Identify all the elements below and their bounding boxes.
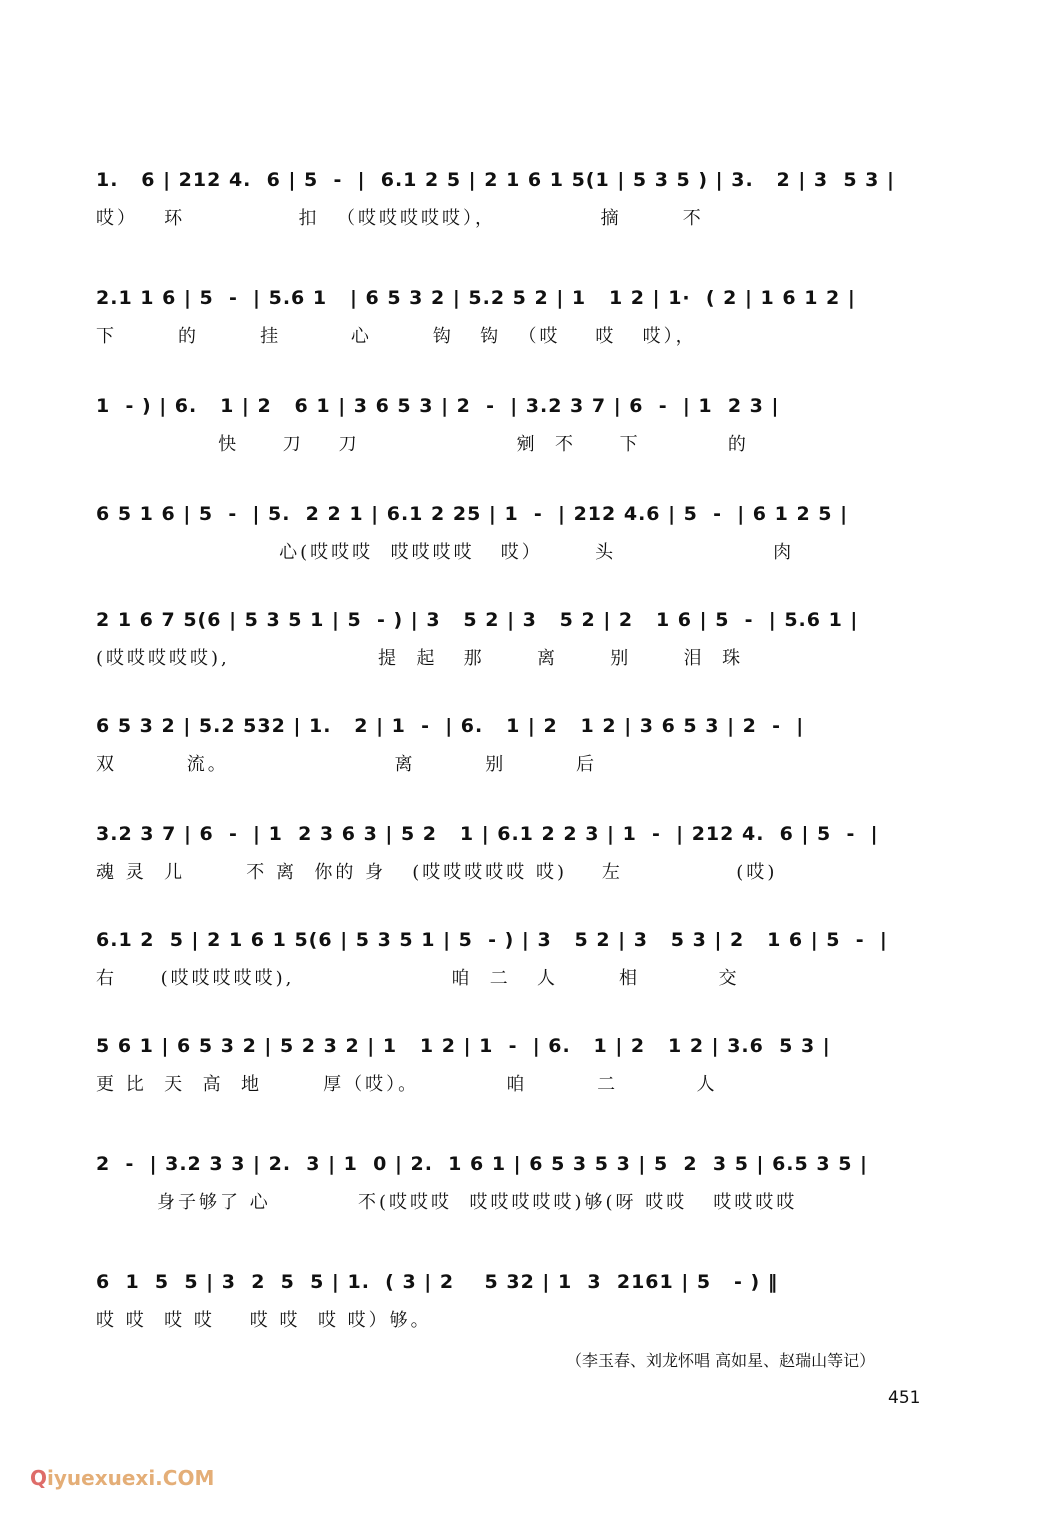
score-row — [96, 278, 926, 374]
lyrics-line: 身子够了 心 不(哎哎哎 哎哎哎哎哎)够(呀 哎哎 哎哎哎哎 — [96, 1192, 798, 1213]
watermark-prefix: Q — [30, 1466, 48, 1490]
score-row — [96, 1262, 926, 1358]
lyrics-line: 心(哎哎哎 哎哎哎哎 哎） 头 肉 — [96, 542, 795, 563]
score-row — [96, 494, 926, 590]
lyrics-line: 更 比 天 高 地 厚（哎）。 咱 二 人 — [96, 1074, 718, 1095]
watermark — [30, 1466, 214, 1490]
notation-line: 6 1 5 5 | 3 2 5 5 | 1. ( 3 | 2 5 32 | 1 3 2161 | 5 - ) ‖ — [96, 1271, 779, 1293]
notation-line: 5 6 1 | 6 5 3 2 | 5 2 3 2 | 1 1 2 | 1 - | 6. 1 | 2 1 2 | 3.6 5 3 | — [96, 1035, 831, 1057]
score-row — [96, 1144, 926, 1240]
lyrics-line: (哎哎哎哎哎), 提 起 那 离 别 泪 珠 — [96, 648, 744, 669]
notation-line: 6 5 1 6 | 5 - | 5. 2 2 1 | 6.1 2 25 | 1 - | 212 4.6 | 5 - | 6 1 2 5 | — [96, 503, 849, 525]
score-row — [96, 706, 926, 802]
score-row — [96, 386, 926, 482]
notation-line: 6.1 2 5 | 2 1 6 1 5(6 | 5 3 5 1 | 5 - ) | 3 5 2 | 3 5 3 | 2 1 6 | 5 - | — [96, 929, 888, 951]
notation-line: 3.2 3 7 | 6 - | 1 2 3 6 3 | 5 2 1 | 6.1 2 2 3 | 1 - | 212 4. 6 | 5 - | — [96, 823, 879, 845]
notation-line: 2.1 1 6 | 5 - | 5.6 1 | 6 5 3 2 | 5.2 5 2 | 1 1 2 | 1· ( 2 | 1 6 1 2 | — [96, 287, 856, 309]
notation-line: 2 - | 3.2 3 3 | 2. 3 | 1 0 | 2. 1 6 1 | 6 5 3 5 3 | 5 2 3 5 | 6.5 3 5 | — [96, 1153, 868, 1175]
page-number: 451 — [888, 1388, 921, 1408]
lyrics-line: 下 的 挂 心 钩 钩 （哎 哎 哎）， — [96, 326, 697, 347]
lyrics-line: 哎 哎 哎 哎 哎 哎 哎 哎）够。 — [96, 1310, 432, 1331]
lyrics-line: 双 流。 离 别 后 — [96, 754, 598, 775]
notation-line: 2 1 6 7 5(6 | 5 3 5 1 | 5 - ) | 3 5 2 | 3 5 2 | 2 1 6 | 5 - | 5.6 1 | — [96, 609, 859, 631]
score-row — [96, 920, 926, 1016]
score-row — [96, 600, 926, 696]
notation-line: 1 - ) | 6. 1 | 2 6 1 | 3 6 5 3 | 2 - | 3.2 3 7 | 6 - | 1 2 3 | — [96, 395, 780, 417]
lyrics-line: 右 (哎哎哎哎哎), 咱 二 人 相 交 — [96, 968, 740, 989]
score-row — [96, 160, 926, 256]
lyrics-line: 哎） 环 扣 （哎哎哎哎哎）， 摘 不 — [96, 208, 704, 229]
watermark-text: iyuexuexi.COM — [47, 1466, 215, 1490]
score-row — [96, 814, 926, 910]
lyrics-line: 快 刀 刀 剜 不 下 的 — [96, 434, 749, 455]
lyrics-line: 魂 灵 儿 不 离 你的 身 (哎哎哎哎哎 哎) 左 (哎) — [96, 862, 778, 883]
score-row — [96, 1026, 926, 1122]
notation-line: 6 5 3 2 | 5.2 532 | 1. 2 | 1 - | 6. 1 | 2 1 2 | 3 6 5 3 | 2 - | — [96, 715, 805, 737]
notation-line: 1. 6 | 212 4. 6 | 5 - | 6.1 2 5 | 2 1 6 1 5(1 | 5 3 5 ) | 3. 2 | 3 5 3 | — [96, 169, 895, 191]
credit-line: （李玉春、刘龙怀唱 高如星、赵瑞山等记） — [566, 1351, 876, 1370]
